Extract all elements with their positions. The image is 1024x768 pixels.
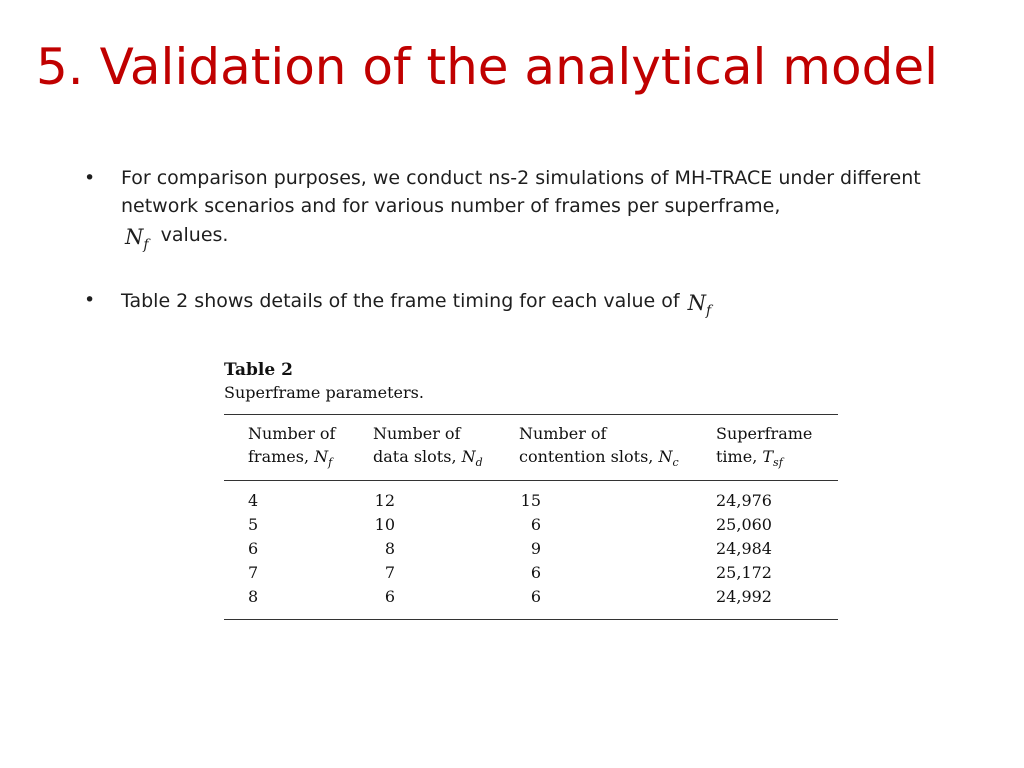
table-cell: 6 — [248, 539, 259, 559]
column-header: Superframe time, $T_{sf}$ — [716, 424, 813, 470]
bullet-marker: • — [84, 167, 96, 189]
table-cell: 4 — [248, 491, 259, 511]
table-cell: 6 — [530, 515, 541, 535]
table-cell: 5 — [248, 515, 259, 535]
table-figure — [224, 358, 838, 620]
table-row — [224, 585, 838, 620]
table-row — [224, 561, 838, 585]
bullet-text-tail: values. — [160, 224, 229, 246]
table-caption: Superframe parameters. — [224, 383, 424, 402]
table-cell: 7 — [248, 563, 259, 583]
bullet-text: For comparison purposes, we conduct ns-2 simulations of MH-TRACE under different network scenarios and for various number of frames per superframe, — [121, 167, 921, 217]
bullet-marker: • — [84, 289, 96, 312]
table-cell: 24,992 — [716, 587, 772, 607]
bullet-list — [84, 164, 964, 322]
table-cell: 24,984 — [716, 539, 772, 559]
table-cell: 25,060 — [716, 515, 772, 535]
table-cell: 6 — [530, 587, 541, 607]
table-cell: 25,172 — [716, 563, 772, 583]
column-header: Number of contention slots, $N_c$ — [519, 424, 679, 470]
superframe-parameters-table — [224, 414, 838, 620]
table-cell: 8 — [384, 539, 395, 559]
column-header: Number of frames, $N_f$ — [248, 424, 336, 470]
table-cell: 12 — [374, 491, 395, 511]
bullet-item — [84, 164, 964, 256]
table-cell: 6 — [530, 563, 541, 583]
table-cell: 7 — [384, 563, 395, 583]
table-cell: 15 — [520, 491, 541, 511]
nf-symbol: $N_f$ — [687, 291, 712, 320]
slide-title: 5. Validation of the analytical model — [36, 38, 938, 96]
table-title: Table 2 — [224, 360, 293, 380]
bullet-text: Table 2 shows details of the frame timing for each value of — [121, 290, 680, 313]
table-row — [224, 537, 838, 561]
table-cell: 8 — [248, 587, 259, 607]
table-row — [224, 513, 838, 537]
table-row — [224, 481, 838, 514]
table-header-row — [224, 415, 838, 481]
table-cell: 24,976 — [716, 491, 772, 511]
table-cell: 10 — [374, 515, 395, 535]
table-cell: 9 — [530, 539, 541, 559]
bullet-item — [84, 286, 964, 322]
table-cell: 6 — [384, 587, 395, 607]
nf-symbol: $N_f$ — [125, 225, 149, 254]
column-header: Number of data slots, $N_d$ — [373, 424, 483, 470]
